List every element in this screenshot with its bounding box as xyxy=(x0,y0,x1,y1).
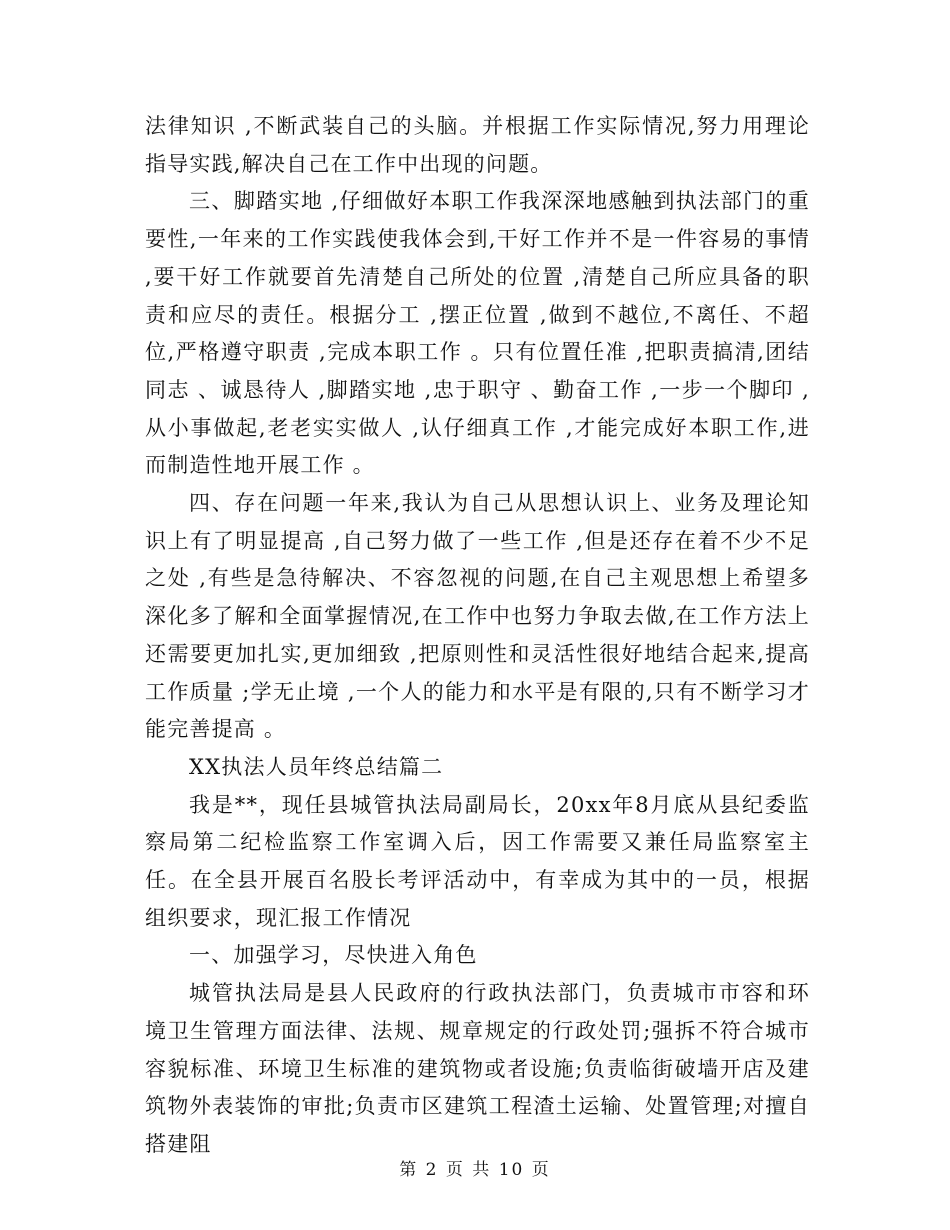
section-heading-part-two: XX执法人员年终总结篇二 xyxy=(189,754,444,779)
paragraph-section-four: 四、存在问题一年来,我认为自己从思想认识上、业务及理论知识上有了明显提高 ,自己努力做了一些工作 ,但是还存在着不少不足之处 ,有些是急待解决、不容忽视的问题,在自己主观思想上希望多深化多了解和全面掌握情况,在工作中也努力争取去做,在工作方法上还需要更加扎实,更加细致 ,把原则性和灵活性很好地结合起来,提高工作质量 ;学无止境 ,一个人的能力和水平是有限的,只有不断学习才能完善提高 。 xyxy=(145,491,810,742)
paragraph-introduction: 我是**，现任县城管执法局副局长，20xx年8月底从县纪委监察局第二纪检监察工作室调入后，因工作需要又兼任局监察室主任。在全县开展百名股长考评活动中，有幸成为其中的一员，根据组织要求，现汇报工作情况 xyxy=(145,792,810,930)
page-footer: 第 2 页 共 10 页 xyxy=(399,1160,551,1180)
paragraph-continued: 法律知识 ,不断武装自己的头脑。并根据工作实际情况,努力用理论指导实践,解决自己在工作中出现的问题。 xyxy=(145,114,810,176)
paragraph-section-three: 三、脚踏实地 ,仔细做好本职工作我深深地感触到执法部门的重要性,一年来的工作实践使我体会到,干好工作并不是一件容易的事情 ,要干好工作就要首先清楚自己所处的位置 ,清楚自己所应具备的职责和应尽的责任。根据分工 ,摆正位置 ,做到不越位,不离任、不超位,严格遵守职责 ,完成本职工作 。只有位置任准 ,把职责搞清,团结同志 、诚恳待人 ,脚踏实地 ,忠于职守 、勤奋工作 ,一步一个脚印 ,从小事做起,老老实实做人 ,认仔细真工作 ,才能完成好本职工作,进而制造性地开展工作 。 xyxy=(145,189,810,478)
paragraph-bureau-duties: 城管执法局是县人民政府的行政执法部门，负责城市市容和环境卫生管理方面法律、法规、规章规定的行政处罚;强拆不符合城市容貌标准、环境卫生标准的建筑物或者设施;负责临街破墙开店及建筑物外表装饰的审批;负责市区建筑工程渣土运输、处置管理;对擅自搭建阻 xyxy=(145,981,810,1156)
document-body xyxy=(145,108,810,1164)
paragraph-heading-one: 一、加强学习，尽快进入角色 xyxy=(189,943,478,968)
